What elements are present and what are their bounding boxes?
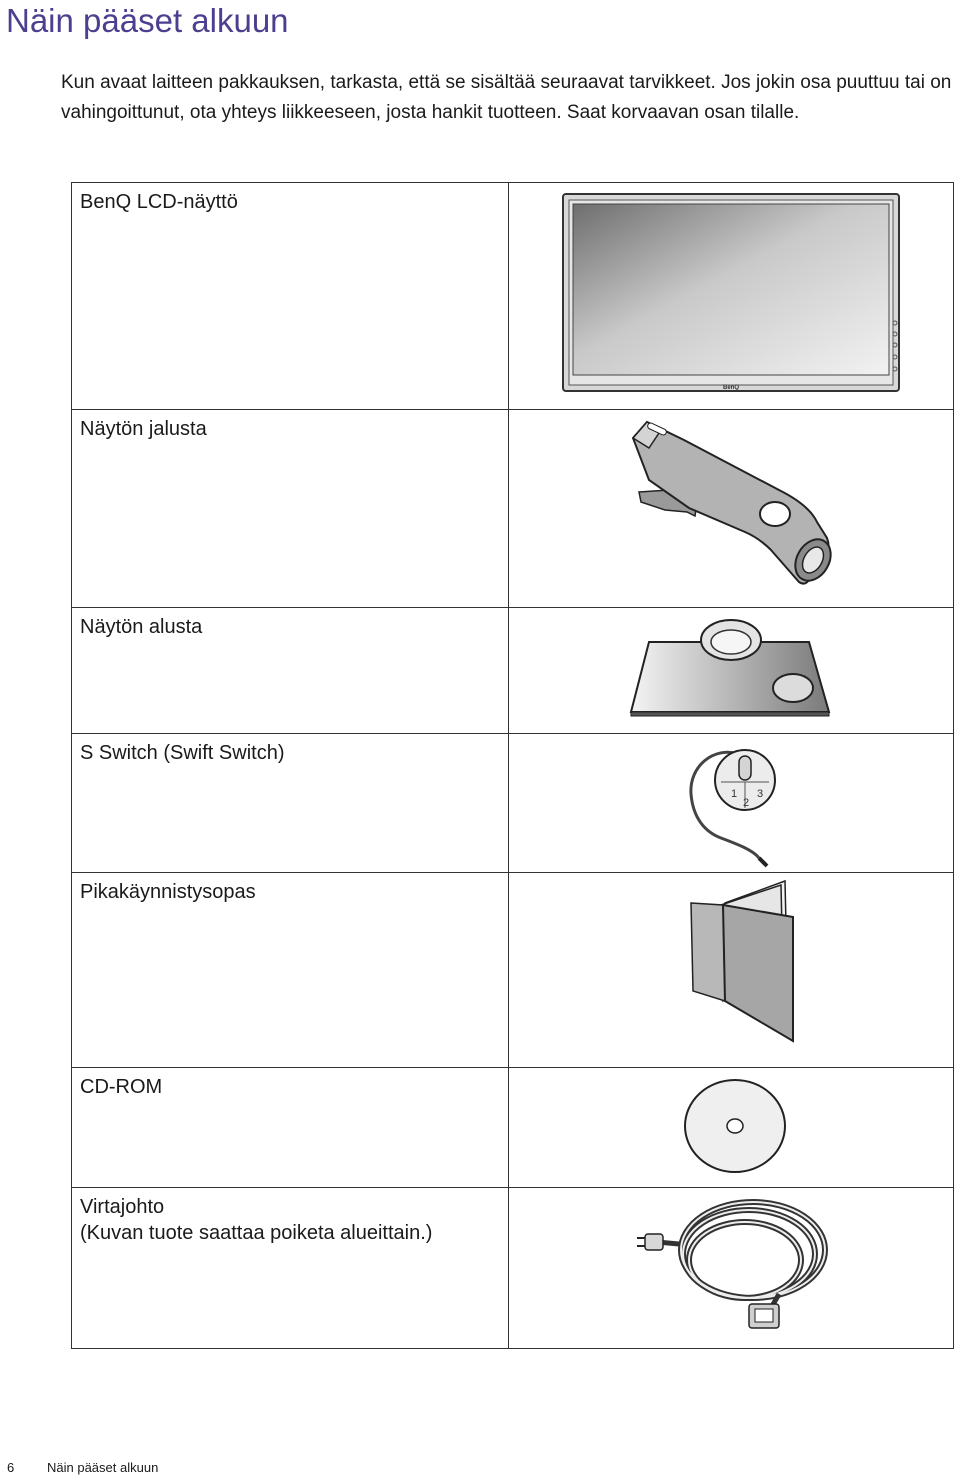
item-image-cell xyxy=(509,410,954,608)
item-label: Pikakäynnistysopas xyxy=(72,873,509,1068)
item-label: Näytön jalusta xyxy=(72,410,509,608)
item-image-cell xyxy=(509,1068,954,1188)
item-label-text: Virtajohto xyxy=(80,1196,165,1218)
page-title: Näin pääset alkuun xyxy=(6,2,289,39)
stand-arm-icon xyxy=(509,410,953,606)
item-label xyxy=(72,1188,509,1349)
item-image-cell xyxy=(509,608,954,734)
table-row xyxy=(72,1188,954,1349)
table-row xyxy=(72,410,954,608)
item-label: Näytön alusta xyxy=(72,608,509,734)
svg-text:3: 3 xyxy=(757,788,764,800)
footer-section: Näin pääset alkuun xyxy=(47,1460,159,1475)
s-switch-icon xyxy=(509,734,953,871)
power-cord-icon xyxy=(509,1188,953,1347)
table-row xyxy=(72,183,954,410)
item-label: CD-ROM xyxy=(72,1068,509,1188)
item-label: BenQ LCD-näyttö xyxy=(72,183,509,410)
package-contents-table xyxy=(71,182,954,1349)
page-footer xyxy=(7,1460,158,1476)
item-note: (Kuvan tuote saattaa poiketa alueittain.) xyxy=(80,1222,433,1244)
stand-base-icon xyxy=(509,608,953,732)
table-row xyxy=(72,734,954,873)
table-row xyxy=(72,1068,954,1188)
item-image-cell xyxy=(509,734,954,873)
cd-rom-icon xyxy=(509,1068,953,1186)
item-label: S Switch (Swift Switch) xyxy=(72,734,509,873)
svg-text:BenQ: BenQ xyxy=(722,385,740,391)
svg-text:2: 2 xyxy=(743,797,750,809)
page-number: 6 xyxy=(7,1460,15,1475)
table-row xyxy=(72,873,954,1068)
intro-paragraph: Kun avaat laitteen pakkauksen, tarkasta, että se sisältää seuraavat tarvikkeet. Jos jokin osa puuttuu tai on vahingoittunut, ota yhteys liikkeeseen, josta hankit tuotteen. Saat korvaavan osan tilalle. xyxy=(61,72,952,123)
quick-start-guide-icon xyxy=(509,873,953,1066)
table-row xyxy=(72,608,954,734)
item-image-cell xyxy=(509,183,954,410)
item-image-cell xyxy=(509,1188,954,1349)
monitor-icon xyxy=(509,183,953,408)
item-image-cell xyxy=(509,873,954,1068)
svg-text:1: 1 xyxy=(731,788,738,800)
